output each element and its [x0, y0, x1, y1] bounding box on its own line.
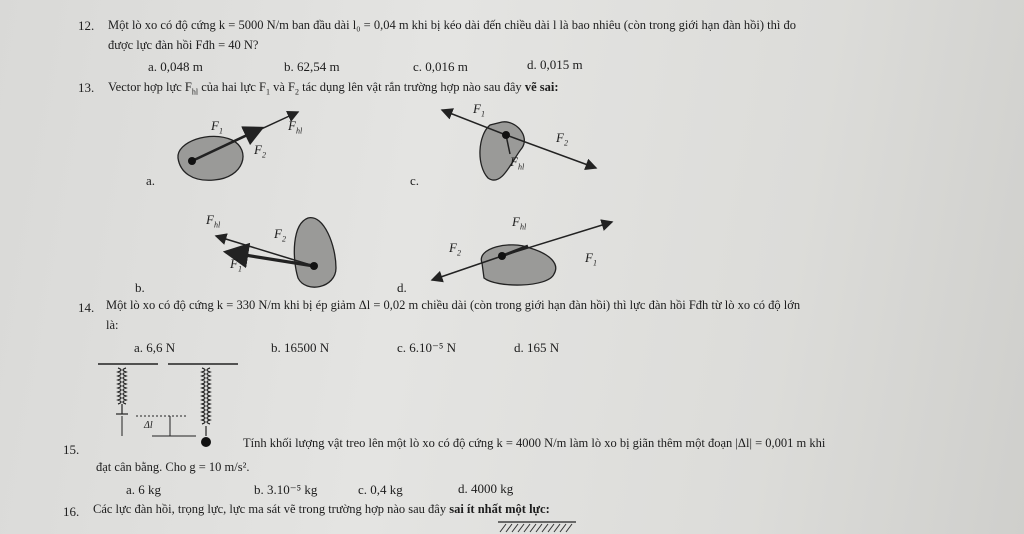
- q13-a-F2-label: [254, 142, 266, 163]
- q13-text: [108, 80, 559, 100]
- q16-text: [93, 502, 550, 517]
- q13-d-F1-label: [585, 250, 597, 271]
- q13-emphasis: vẽ sai:: [524, 80, 559, 94]
- q13-a-F1-label: [211, 118, 223, 139]
- q13-fig-c-label: c.: [410, 173, 420, 188]
- q12-line2: được lực đàn hồi Fđh = 40 N?: [108, 38, 259, 52]
- q13-number: 13.: [78, 80, 95, 95]
- vector-letter: F: [230, 256, 238, 271]
- vector-letter: F: [274, 226, 282, 241]
- q13-c-F1-label: [473, 101, 485, 122]
- q13-c-F2-label: [556, 130, 568, 151]
- q14-number: 14.: [78, 300, 95, 315]
- ceiling-hatch: [496, 518, 586, 534]
- q15-line2: đạt cân bằng. Cho g = 10 m/s².: [96, 460, 250, 474]
- spring-diagram: [96, 356, 246, 456]
- vector-sub: hl: [519, 222, 527, 232]
- vector-letter: F: [288, 118, 296, 133]
- vector-sub: hl: [517, 162, 525, 172]
- q12-option-a: a. 0,048 m: [148, 59, 203, 74]
- q16-number: 16.: [63, 504, 80, 519]
- q14-line2: là:: [106, 318, 119, 332]
- vector-sub: 1: [237, 264, 242, 274]
- q14-option-b: b. 16500 N: [271, 340, 330, 355]
- q13-b-Fhl-label: [206, 212, 220, 233]
- vector-sub: 2: [281, 234, 286, 244]
- vector-letter: F: [473, 101, 481, 116]
- q13-fig-b-label: b.: [135, 280, 145, 295]
- q14-option-a: a. 6,6 N: [134, 340, 176, 355]
- vector-sub: 1: [218, 126, 223, 136]
- q12-line1: Một lò xo có độ cứng k = 5000 N/m ban đầu dài l₀ = 0,04 m khi bị kéo dài đến chiều dài l là bao nhiêu (còn trong giới hạn đàn hồi) thì đo: [108, 18, 796, 32]
- vector-sub: 1: [592, 258, 597, 268]
- q13-sub: hl: [191, 87, 199, 97]
- q15-line1: Tính khối lượng vật treo lên một lò xo có độ cứng k = 4000 N/m làm lò xo bị giãn thêm một đoạn |Δl| = 0,001 m khi: [243, 436, 826, 450]
- q13-d-Fhl-label: [512, 214, 526, 235]
- vector-sub: 1: [480, 109, 485, 119]
- q13-d-F2-label: [449, 240, 461, 261]
- q13-b-F2-label: [274, 226, 286, 247]
- vector-letter: F: [254, 142, 262, 157]
- vector-sub: 2: [456, 248, 461, 258]
- vector-letter: F: [206, 212, 214, 227]
- vector-letter: F: [449, 240, 457, 255]
- vector-letter: F: [556, 130, 564, 145]
- q14-line1: Một lò xo có độ cứng k = 330 N/m khi bị ép giảm Δl = 0,02 m chiều dài (còn trong giới hạn đàn hồi) thì lực đàn hồi Fđh từ lò xo có độ lớn: [106, 298, 801, 312]
- q13-figure-a: [170, 100, 330, 190]
- vector-sub: hl: [213, 220, 221, 230]
- vector-letter: F: [510, 154, 518, 169]
- q13-b-F1-label: [230, 256, 242, 277]
- delta-l-label: Δl: [144, 420, 153, 431]
- vector-letter: F: [211, 118, 219, 133]
- q12-option-c: c. 0,016 m: [413, 59, 468, 74]
- q15-number: 15.: [63, 442, 80, 457]
- vector-sub: hl: [295, 126, 303, 136]
- q14-option-c: c. 6.10⁻⁵ N: [397, 340, 457, 355]
- q13-sub: 2: [294, 87, 299, 97]
- q15-option-c: c. 0,4 kg: [358, 482, 403, 497]
- q15-option-d: d. 4000 kg: [458, 481, 514, 496]
- q16-emphasis: sai ít nhất một lực:: [449, 502, 550, 516]
- q12-option-b: b. 62,54 m: [284, 59, 340, 74]
- q14-option-d: d. 165 N: [514, 340, 560, 355]
- q15-option-a: a. 6 kg: [126, 482, 162, 497]
- q13-text-part: của hai lực F: [198, 80, 266, 94]
- q12-option-d: d. 0,015 m: [527, 57, 583, 72]
- q13-figure-c: [430, 100, 610, 190]
- q13-c-Fhl-label: [510, 154, 524, 175]
- vector-letter: F: [512, 214, 520, 229]
- q13-fig-d-label: d.: [397, 280, 407, 295]
- q13-sub: 1: [265, 87, 270, 97]
- vector-sub: 2: [563, 138, 568, 148]
- q13-a-Fhl-label: [288, 118, 302, 139]
- vector-letter: F: [585, 250, 593, 265]
- q16-text-part: Các lực đàn hồi, trọng lực, lực ma sát vẽ trong trường hợp nào sau đây: [93, 502, 450, 516]
- vector-sub: 2: [261, 150, 266, 160]
- q15-option-b: b. 3.10⁻⁵ kg: [254, 482, 318, 497]
- q13-text-part: tác dụng lên vật rắn trường hợp nào sau đây: [298, 80, 525, 94]
- q13-text-part: Vector hợp lực F: [108, 80, 192, 94]
- q12-number: 12.: [78, 18, 95, 33]
- q13-fig-a-label: a.: [146, 173, 156, 188]
- q13-text-part: và F: [269, 80, 295, 94]
